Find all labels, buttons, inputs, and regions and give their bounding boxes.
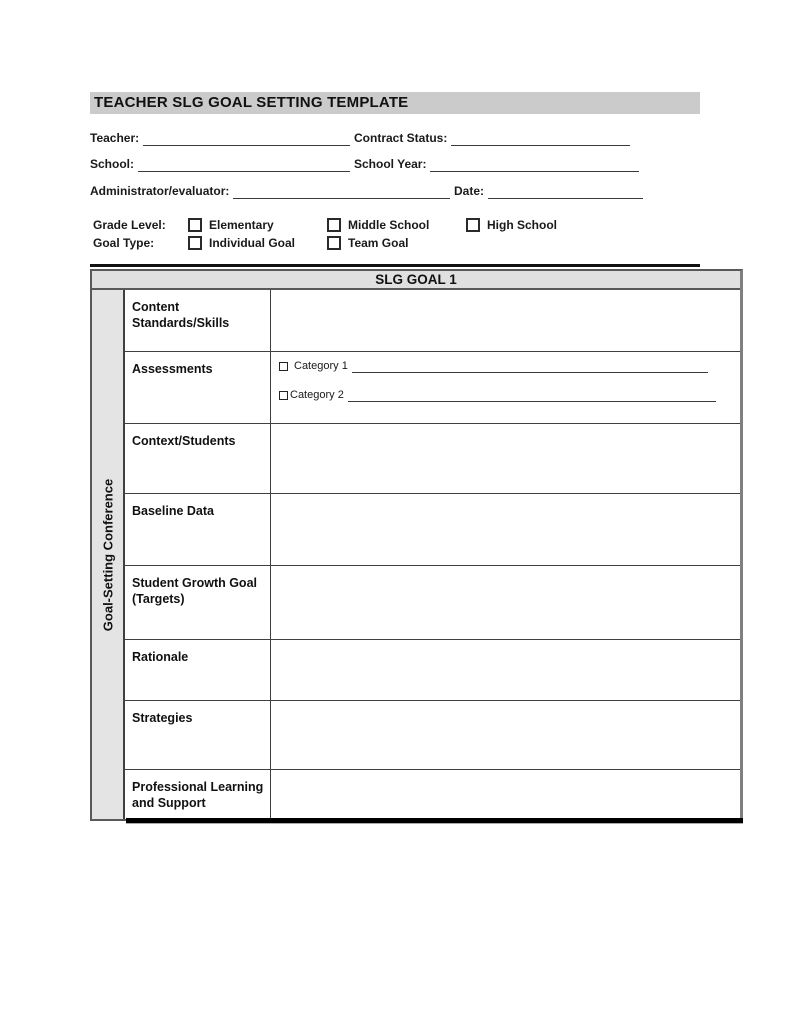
school-year-blank[interactable] — [430, 158, 639, 172]
grade-level-label-middle-school: Middle School — [348, 218, 430, 232]
row-label-professional-learning-and-support: Professional Learning and Support — [125, 770, 271, 819]
row-content-student-growth-goal-targets-[interactable] — [271, 566, 740, 639]
grade-level-label-elementary: Elementary — [209, 218, 274, 232]
row-label-content-standards-skills: Content Standards/Skills — [125, 290, 271, 351]
grade-level-option-high-school — [466, 218, 605, 232]
goal-type-option-individual-goal — [188, 236, 327, 250]
goal-type-option-team-goal — [327, 236, 466, 250]
goal-type-checkbox-team-goal[interactable] — [327, 236, 341, 250]
row-label-student-growth-goal-targets-: Student Growth Goal (Targets) — [125, 566, 271, 639]
teacher-contract-row — [90, 130, 630, 146]
row-label-rationale: Rationale — [125, 640, 271, 700]
grade-level-label-high-school: High School — [487, 218, 557, 232]
school-blank[interactable] — [138, 158, 350, 172]
grade-level-checkbox-elementary[interactable] — [188, 218, 202, 232]
grade-level-options — [188, 218, 605, 232]
contract-status-blank[interactable] — [451, 132, 630, 146]
slg-goal-header: SLG GOAL 1 — [92, 271, 740, 290]
administrator-blank[interactable] — [233, 185, 450, 199]
school-year-label: School Year: — [354, 157, 427, 171]
table-row-content-standards-skills — [125, 290, 740, 352]
row-content-rationale[interactable] — [271, 640, 740, 700]
row-label-context-students: Context/Students — [125, 424, 271, 493]
category-2-blank[interactable] — [348, 390, 716, 402]
goal-type-label-team-goal: Team Goal — [348, 236, 409, 250]
table-row-rationale — [125, 640, 740, 701]
row-content-content-standards-skills[interactable] — [271, 290, 740, 351]
grade-level-label: Grade Level: — [93, 218, 166, 232]
category-1-label: Category 1 — [294, 360, 348, 372]
goal-type-label-individual-goal: Individual Goal — [209, 236, 296, 250]
category-2-checkbox[interactable] — [279, 391, 288, 400]
horizontal-rule — [90, 264, 700, 267]
page-title: TEACHER SLG GOAL SETTING TEMPLATE — [90, 92, 700, 114]
goal-setting-conference-label: Goal-Setting Conference — [100, 478, 115, 631]
grade-level-option-elementary — [188, 218, 327, 232]
goal-type-options — [188, 236, 466, 250]
grade-level-option-middle-school — [327, 218, 466, 232]
goal-type-checkbox-individual-goal[interactable] — [188, 236, 202, 250]
table-row-strategies — [125, 701, 740, 770]
administrator-label: Administrator/evaluator: — [90, 184, 230, 198]
date-blank[interactable] — [488, 185, 643, 199]
category-1-checkbox[interactable] — [279, 362, 288, 371]
check-section — [93, 216, 653, 252]
goal-type-row — [93, 234, 653, 252]
school-label: School: — [90, 157, 134, 171]
row-label-assessments: Assessments — [125, 352, 271, 423]
table-row-assessments — [125, 352, 740, 424]
administrator-date-row — [90, 183, 643, 199]
row-content-context-students[interactable] — [271, 424, 740, 493]
date-label: Date: — [454, 184, 485, 198]
grade-level-row — [93, 216, 653, 234]
teacher-label: Teacher: — [90, 131, 140, 145]
slg-goal-rows — [125, 290, 740, 819]
category-2-label: Category 2 — [290, 389, 344, 401]
table-row-context-students — [125, 424, 740, 494]
row-label-strategies: Strategies — [125, 701, 271, 769]
slg-goal-body — [92, 290, 740, 819]
row-content-baseline-data[interactable] — [271, 494, 740, 565]
row-content-strategies[interactable] — [271, 701, 740, 769]
school-year-row — [90, 156, 639, 172]
row-content-professional-learning-and-support[interactable] — [271, 770, 740, 819]
table-row-student-growth-goal-targets- — [125, 566, 740, 640]
table-row-baseline-data — [125, 494, 740, 566]
contract-status-label: Contract Status: — [354, 131, 448, 145]
assessment-category-2-line — [279, 388, 716, 402]
teacher-blank[interactable] — [143, 132, 350, 146]
goal-type-label: Goal Type: — [93, 236, 155, 250]
grade-level-checkbox-middle-school[interactable] — [327, 218, 341, 232]
grade-level-checkbox-high-school[interactable] — [466, 218, 480, 232]
assessment-category-1-line — [279, 359, 708, 373]
category-1-blank[interactable] — [352, 361, 708, 373]
goal-setting-conference-column — [92, 290, 125, 819]
table-row-professional-learning-and-support — [125, 770, 740, 819]
row-label-baseline-data: Baseline Data — [125, 494, 271, 565]
row-content-assessments[interactable] — [271, 352, 740, 423]
slg-goal-table — [90, 269, 743, 821]
